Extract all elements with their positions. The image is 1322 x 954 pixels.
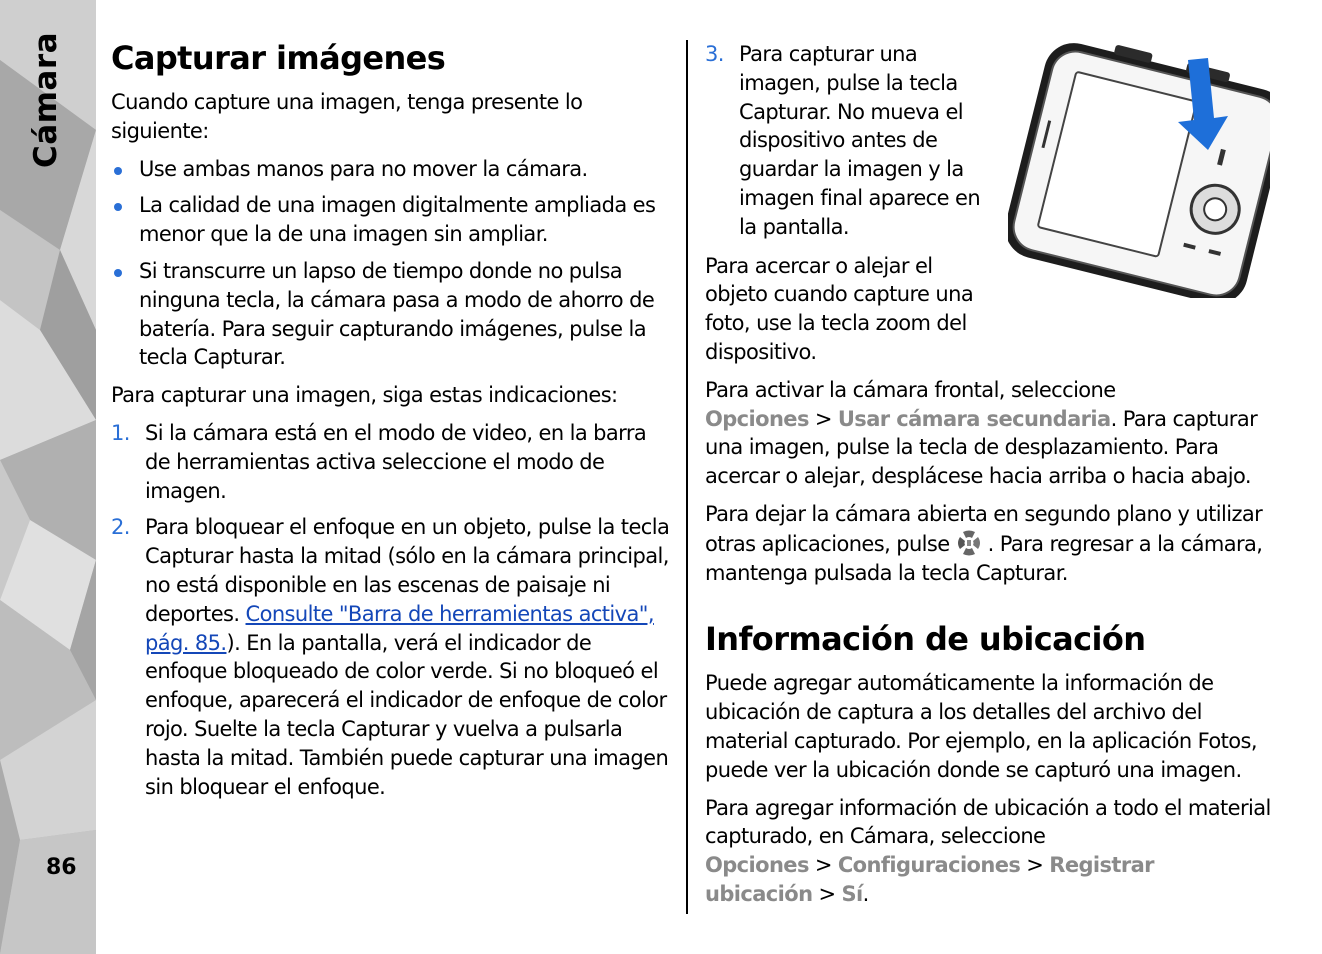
menu-option-si: Sí: [841, 881, 863, 906]
paragraph-text: Para agregar información de ubicación a todo el material capturado, en Cámara, seleccione: [705, 795, 1271, 849]
paragraph-text: Para activar la cámara frontal, seleccione: [705, 377, 1116, 402]
path-separator: >: [818, 881, 836, 906]
menu-option-opciones: Opciones: [705, 853, 809, 878]
menu-option-configuraciones: Configuraciones: [837, 853, 1021, 878]
zoom-paragraph: Para acercar o alejar el objeto cuando capture una foto, use la tecla zoom del dispositivo.: [705, 253, 974, 364]
step-1: [111, 419, 677, 505]
location-paragraph: Puede agregar automáticamente la información de ubicación de captura a los detalles del archivo del material capturado. Por ejemplo, en la aplicación Fotos, puede ver la ubicación donde se capturó una imagen.: [705, 671, 1257, 782]
list-item: Si transcurre un lapso de tiempo donde no pulsa ninguna tecla, la cámara pasa a modo de ahorro de batería. Para seguir capturando imágenes, pulse la tecla Capturar.: [111, 257, 677, 372]
step-text: Para bloquear el enfoque en un objeto, pulse la tecla Capturar hasta la mitad (sólo en la cámara principal, no está disponible en las escenas de paisaje ni deportes.: [145, 515, 670, 626]
background-paragraph: [705, 500, 1271, 587]
paragraph-text-continued: . Para capturar una imagen, pulse la tecla de desplazamiento. Para acercar o alejar, desplácese hacia arriba o hacia abajo.: [705, 406, 1258, 489]
paragraph-text-continued: . Para regresar a la cámara, mantenga pulsada la tecla Capturar.: [705, 531, 1263, 585]
step-2: [111, 513, 677, 801]
path-separator: >: [814, 853, 832, 878]
section-title-text: Cámara: [28, 31, 64, 169]
menu-option-registrar-ubicacion: Registrar ubicación: [705, 853, 1154, 906]
toolbar-reference-link[interactable]: Consulte "Barra de herramientas activa", pág. 85.: [145, 601, 654, 655]
step-text-continued: ). En la pantalla, verá el indicador de enfoque bloqueado de color verde. Si no bloqueó el enfoque, aparecerá el indicador de enfoque de color rojo. Suelte la tecla Capturar y vuelva a pulsarla hasta la mitad. También puede capturar una imagen sin bloquear el enfoque.: [145, 630, 669, 799]
step-number: 3.: [705, 42, 724, 66]
path-separator: >: [814, 406, 832, 431]
menu-option-opciones: Opciones: [705, 406, 809, 431]
steps-intro: Para capturar una imagen, siga estas indicaciones:: [111, 383, 618, 408]
right-column: [705, 40, 1271, 918]
paragraph-text: Para dejar la cámara abierta en segundo plano y utilizar otras aplicaciones, pulse: [705, 501, 1263, 556]
section-title-vertical: [4, 31, 88, 169]
list-item: Use ambas manos para no mover la cámara.: [111, 155, 677, 184]
path-separator: >: [1026, 853, 1044, 878]
phone-capture-key-illustration: [1008, 40, 1270, 298]
sidebar: [0, 0, 96, 954]
menu-key-icon: [954, 529, 984, 557]
list-item: La calidad de una imagen digitalmente ampliada es menor que la de una imagen sin ampliar.: [111, 191, 677, 249]
intro-paragraph: Cuando capture una imagen, tenga presente lo siguiente:: [111, 90, 583, 143]
page-number: 86: [46, 855, 77, 880]
heading-informacion-de-ubicacion: Información de ubicación: [705, 620, 1146, 659]
step-number: 2.: [111, 515, 130, 540]
column-divider: [686, 40, 688, 914]
step-3: [705, 40, 997, 242]
front-camera-paragraph: [705, 376, 1271, 491]
paragraph-end: .: [862, 881, 869, 906]
heading-capturar-imagenes: Capturar imágenes: [111, 39, 446, 77]
steps-list: [111, 419, 677, 801]
location-steps-paragraph: [705, 794, 1271, 909]
left-column: [111, 40, 677, 810]
tips-list: [111, 155, 677, 373]
step-number: 1.: [111, 420, 130, 445]
step-text: Para capturar una imagen, pulse la tecla Capturar. No mueva el dispositivo antes de guardar la imagen y la imagen final aparece en la pantalla.: [739, 42, 981, 239]
step-text: Si la cámara está en el modo de video, en la barra de herramientas activa seleccione el modo de imagen.: [145, 420, 647, 503]
menu-option-usar-camara-secundaria: Usar cámara secundaria: [837, 406, 1111, 431]
